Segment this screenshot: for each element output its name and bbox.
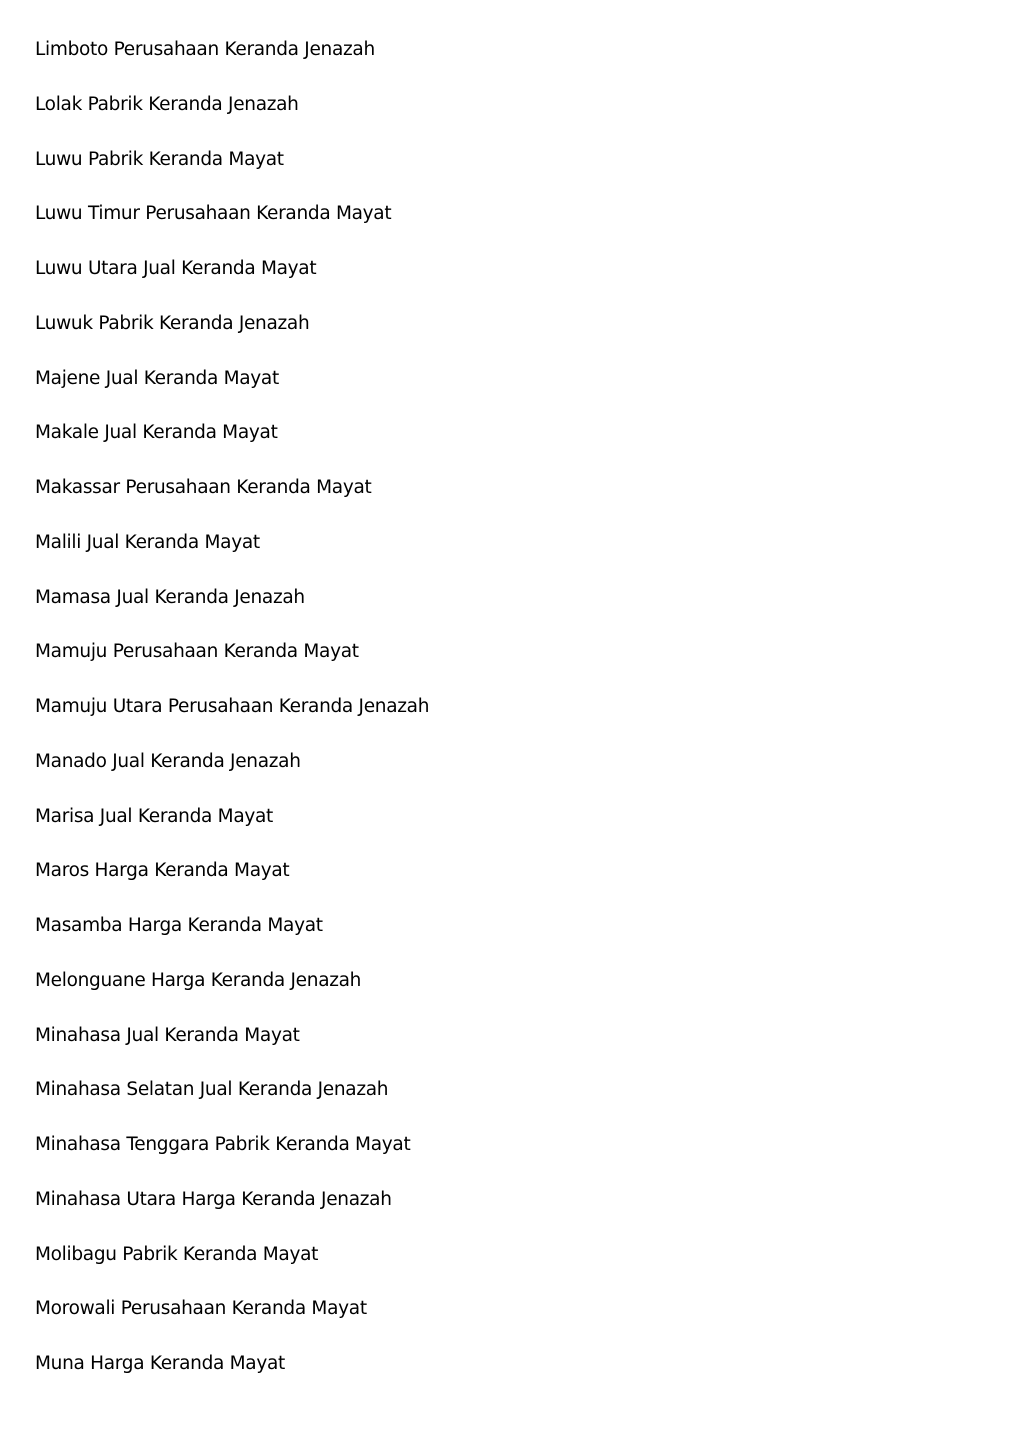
text-line: Luwu Pabrik Keranda Mayat	[35, 148, 284, 170]
text-line: Muna Harga Keranda Mayat	[35, 1353, 285, 1374]
text-line: Maros Harga Keranda Mayat	[35, 860, 290, 882]
text-line: Mamuju Perusahaan Keranda Mayat	[35, 641, 359, 663]
text-line: Makassar Perusahaan Keranda Mayat	[35, 477, 372, 498]
text-line: Mamasa Jual Keranda Jenazah	[35, 586, 305, 608]
text-line: Limboto Perusahaan Keranda Jenazah	[35, 39, 375, 60]
text-line: Marisa Jual Keranda Mayat	[35, 805, 273, 827]
text-line: Minahasa Tenggara Pabrik Keranda Mayat	[35, 1134, 411, 1155]
text-line: Minahasa Selatan Jual Keranda Jenazah	[35, 1079, 389, 1101]
text-line: Melonguane Harga Keranda Jenazah	[35, 969, 362, 991]
text-line: Morowali Perusahaan Keranda Mayat	[35, 1298, 367, 1320]
text-line: Luwu Utara Jual Keranda Mayat	[35, 258, 317, 279]
text-line: Luwu Timur Perusahaan Keranda Mayat	[35, 203, 392, 225]
text-line: Malili Jual Keranda Mayat	[35, 531, 260, 553]
text-line: Makale Jual Keranda Mayat	[35, 422, 278, 444]
text-line-list	[35, 37, 429, 1406]
text-line: Luwuk Pabrik Keranda Jenazah	[35, 312, 310, 334]
text-line: Minahasa Jual Keranda Mayat	[35, 1024, 300, 1046]
text-line: Lolak Pabrik Keranda Jenazah	[35, 93, 299, 115]
text-line: Majene Jual Keranda Mayat	[35, 367, 279, 389]
text-line: Minahasa Utara Harga Keranda Jenazah	[35, 1188, 392, 1210]
text-line: Manado Jual Keranda Jenazah	[35, 750, 301, 772]
text-line: Mamuju Utara Perusahaan Keranda Jenazah	[35, 696, 430, 717]
text-line: Masamba Harga Keranda Mayat	[35, 915, 323, 936]
text-line: Molibagu Pabrik Keranda Mayat	[35, 1243, 319, 1265]
